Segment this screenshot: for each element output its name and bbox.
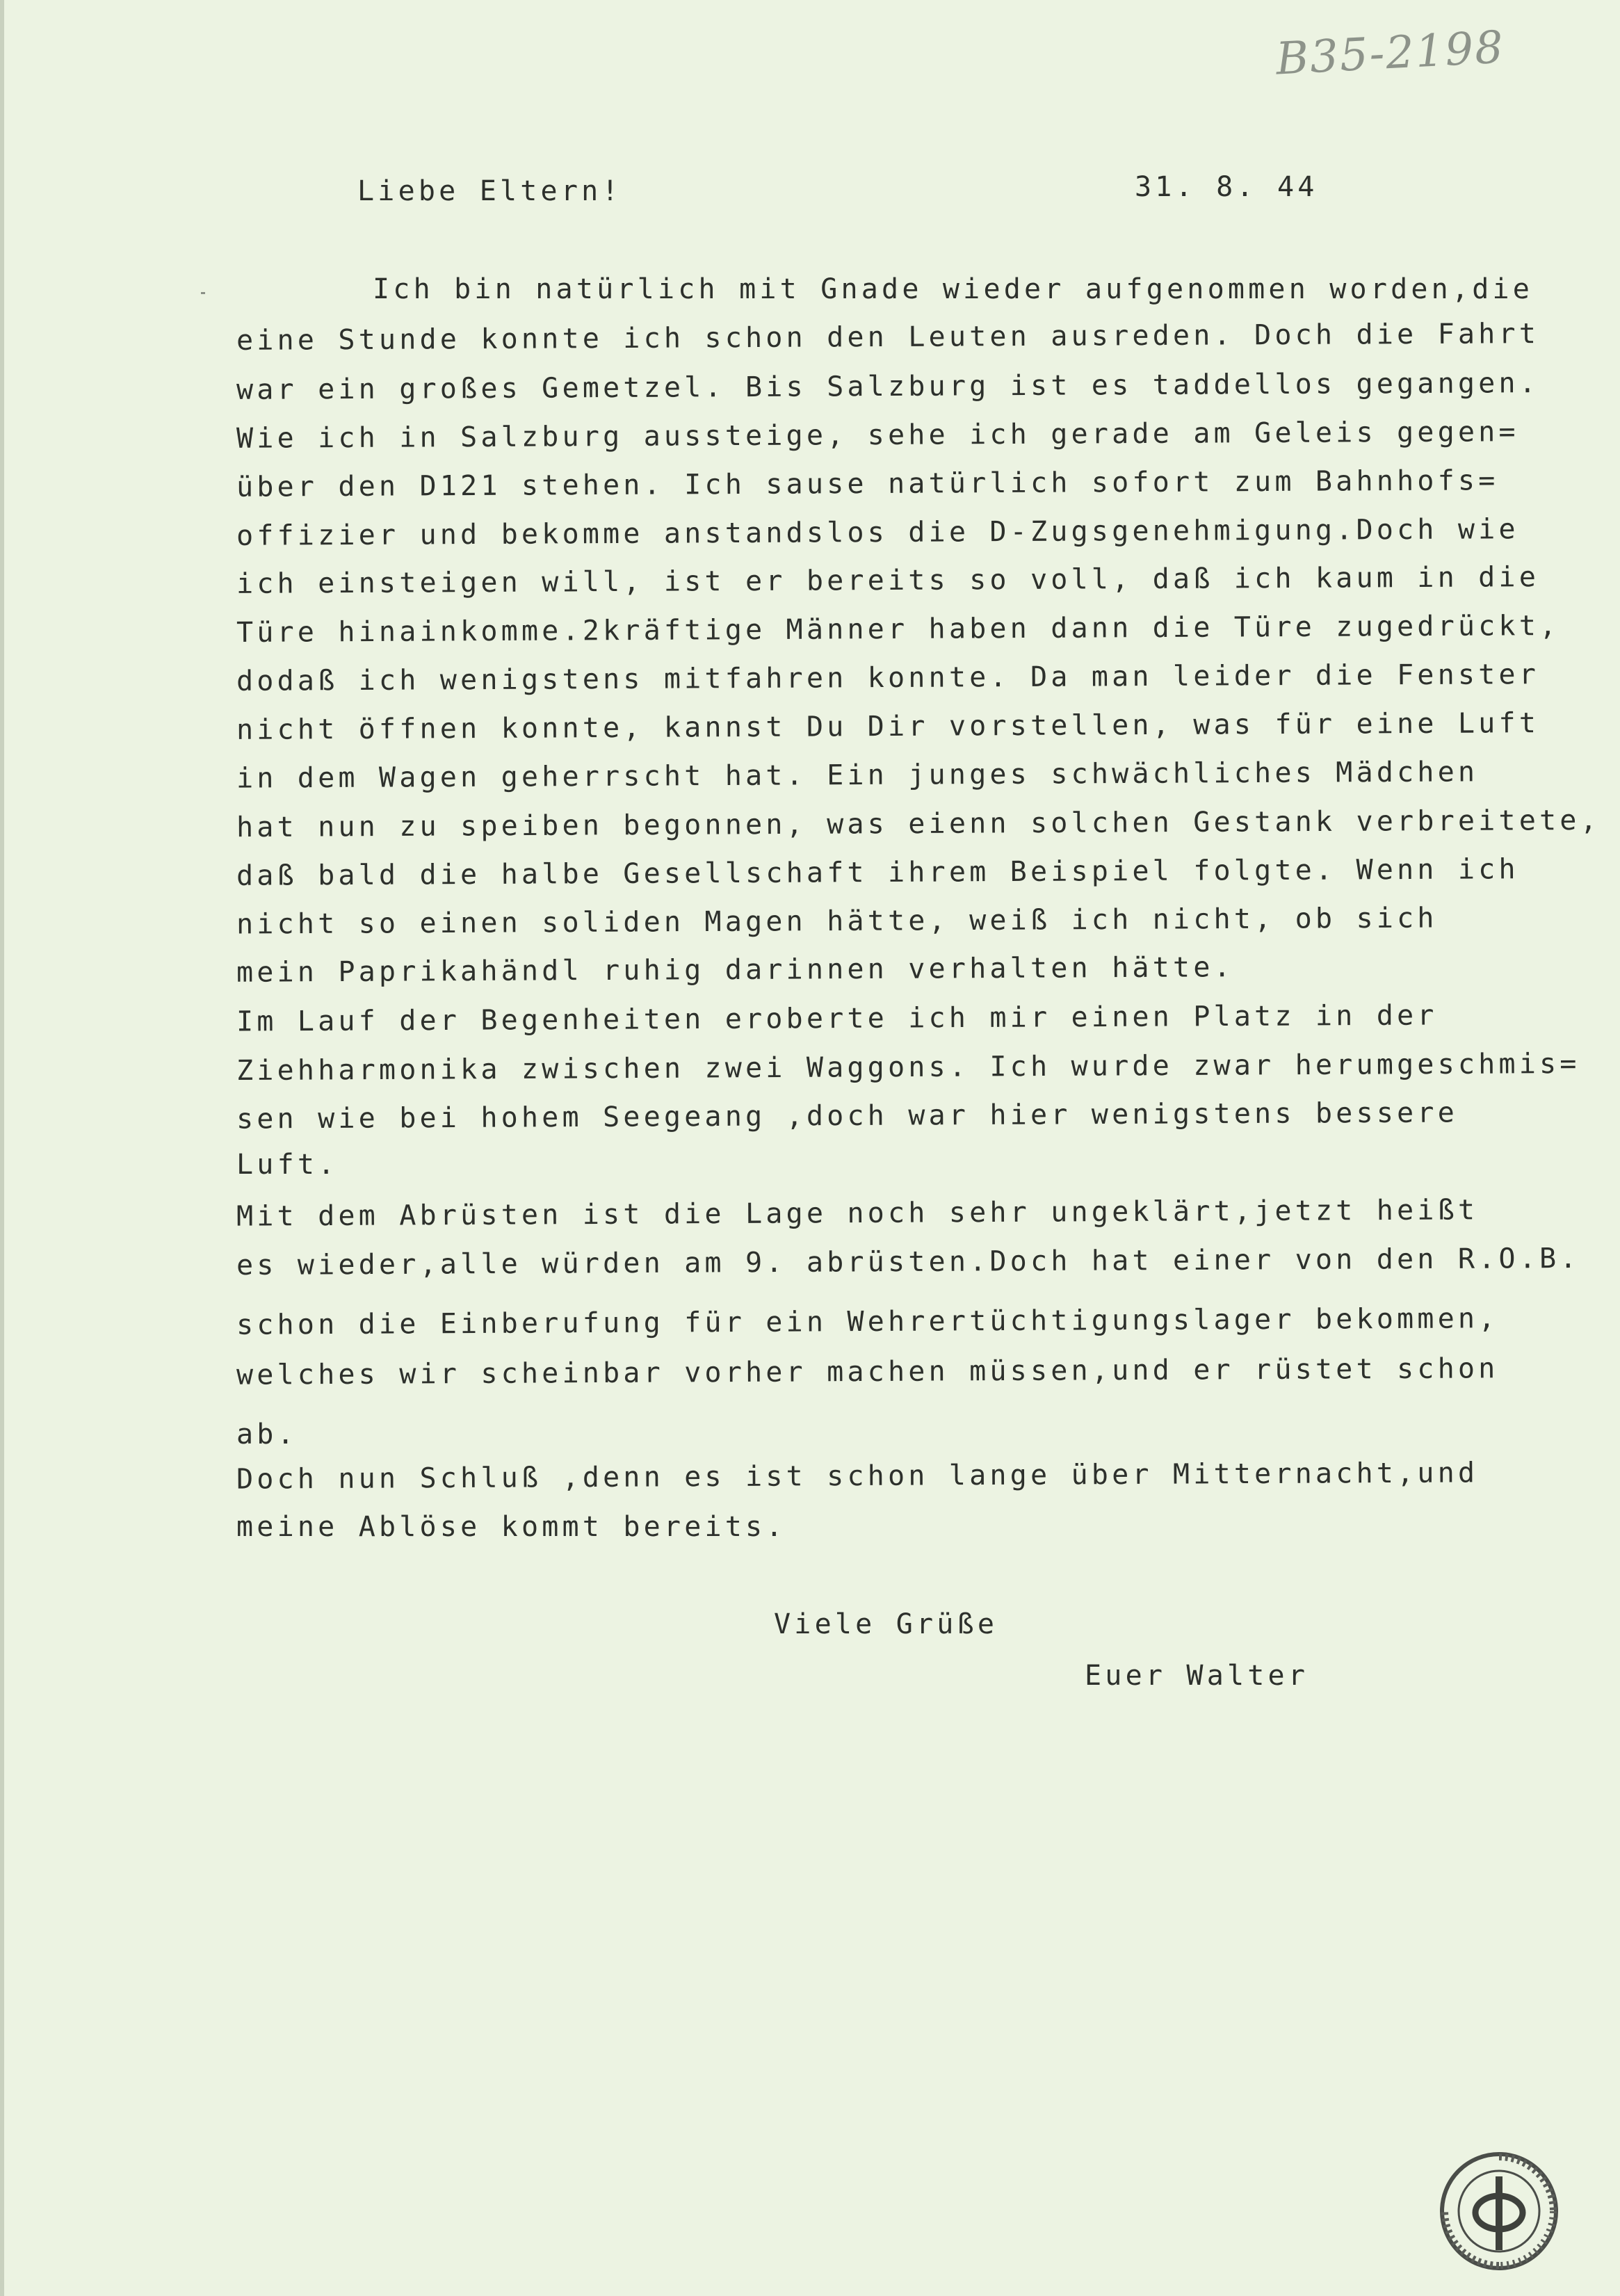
body-line: es wieder,alle würden am 9. abrüsten.Doch hat einer von den R.O.B. (236, 1242, 1580, 1282)
signature: Euer Walter (1085, 1660, 1309, 1692)
body-line: ich einsteigen will, ist er bereits so voll, daß ich kaum in die (236, 561, 1540, 600)
body-line: war ein großes Gemetzel. Bis Salzburg ist es taddellos gegangen. (236, 367, 1540, 406)
body-line: ab. (236, 1418, 298, 1450)
page-edge (0, 0, 4, 2296)
body-line: meine Ablöse kommt bereits. (236, 1511, 786, 1543)
body-line: eine Stunde konnte ich schon den Leuten ausreden. Doch die Fahrt (236, 318, 1540, 357)
body-line: mein Paprikahändl ruhig darinnen verhalten hätte. (236, 951, 1234, 989)
body-line: hat nun zu speiben begonnen, was eienn solchen Gestank verbreitete, (236, 804, 1601, 844)
body-line: Ich bin natürlich mit Gnade wieder aufgenommen worden,die (373, 273, 1534, 305)
closing: Viele Grüße (774, 1608, 998, 1640)
body-line: dodaß ich wenigstens mitfahren konnte. Da man leider die Fenster (236, 658, 1540, 697)
body-line: in dem Wagen geherrscht hat. Ein junges schwächliches Mädchen (236, 756, 1479, 795)
body-line: Luft. (236, 1149, 339, 1181)
stray-mark (201, 292, 205, 294)
library-stamp-icon (1436, 2149, 1562, 2274)
body-line: Doch nun Schluß ,denn es ist schon lange über Mitternacht,und (236, 1457, 1479, 1496)
body-line: Ziehharmonika zwischen zwei Waggons. Ich wurde zwar herumgeschmis= (236, 1047, 1580, 1088)
body-line: sen wie bei hohem Seegeang ,doch war hier wenigstens bessere (236, 1097, 1459, 1135)
body-line: schon die Einberufung für ein Wehrertüchtigungslager bekommen, (236, 1302, 1499, 1341)
body-line: Mit dem Abrüsten ist die Lage noch sehr ungeklärt,jetzt heißt (236, 1194, 1479, 1233)
archive-number: B35-2198 (1274, 22, 1506, 86)
body-line: Wie ich in Salzburg aussteige, sehe ich gerade am Geleis gegen= (236, 416, 1519, 455)
salutation: Liebe Eltern! (357, 175, 622, 207)
body-line: Im Lauf der Begenheiten eroberte ich mir einen Platz in der (236, 999, 1438, 1038)
letter-date: 31. 8. 44 (1135, 171, 1318, 203)
body-line: nicht so einen soliden Magen hätte, weiß ich nicht, ob sich (236, 902, 1438, 941)
body-line: daß bald die halbe Gesellschaft ihrem Beispiel folgte. Wenn ich (236, 853, 1519, 892)
body-line: über den D121 stehen. Ich sause natürlich sofort zum Bahnhofs= (236, 464, 1499, 503)
body-line: nicht öffnen konnte, kannst Du Dir vorstellen, was für eine Luft (236, 707, 1540, 746)
body-line: welches wir scheinbar vorher machen müssen,und er rüstet schon (236, 1352, 1499, 1391)
body-line: offizier und bekomme anstandslos die D-Zugsgenehmigung.Doch wie (236, 513, 1519, 552)
body-line: Türe hinainkomme.2kräftige Männer haben dann die Türe zugedrückt, (236, 610, 1560, 649)
